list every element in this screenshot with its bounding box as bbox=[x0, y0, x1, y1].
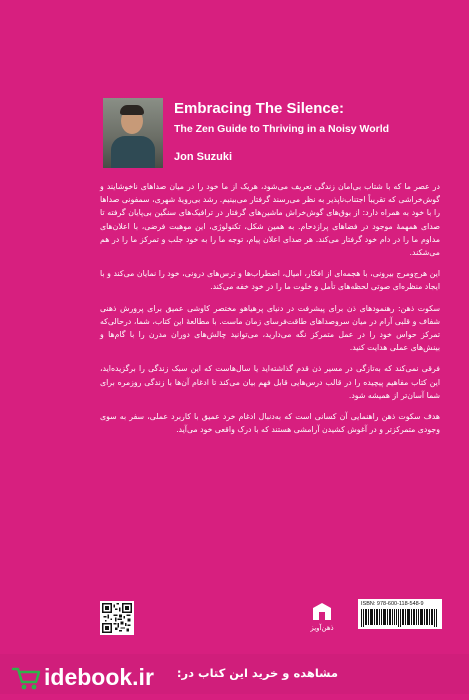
publisher-logo-icon bbox=[311, 602, 333, 622]
idebook-logo[interactable] bbox=[10, 660, 180, 692]
publisher-name: ذهن‌آویز bbox=[310, 624, 334, 632]
blurb-paragraph-1: در عصر ما که با شتاب بی‌امان زندگی تعریف می‌شود، هریک از ما خود را در میان صداهای ناخوشایند و گوش‌خراشی که تقریباً اجتناب‌ناپذیر به نظر می‌رسند گرفتار می‌بینیم. رشد بی‌رویهٔ شهری، سمفونی صداها را با خود به همراه دارد: از بوق‌های گوش‌خراش ماشین‌های گرفتار در ترافیک‌های سنگین بی‌پایان گرفته تا صدای همهمهٔ موجود در فضاهای پرازدحام. به همین شکل، تکنولوژی، این موهبت فرضی، با اعلان‌های مداوم ما را در دام خود گرفتار می‌کند. هر صدای اعلان پیام، توجه ما را به خود جلب و تمرکز ما را در هم می‌شکند. bbox=[100, 182, 440, 258]
isbn-barcode bbox=[358, 599, 442, 629]
qr-code-icon bbox=[100, 601, 134, 635]
isbn-text: ISBN: 978-600-118-548-9 bbox=[361, 601, 424, 607]
book-subtitle: The Zen Guide to Thriving in a Noisy World bbox=[174, 123, 390, 135]
book-title: Embracing The Silence: bbox=[174, 100, 345, 117]
blurb-paragraph-3: سکوت ذهن: رهنمودهای ذن برای پیشرفت در دنیای پرهیاهو مختصر کاوشی عمیق برای پرورش ذهنی شفاف و قلبی آرام در میان سروصداهای طاقت‌فرسای زمان ماست. با مطالعهٔ این کتاب، شما، درحالی‌که تمرکز حواس خود را در عمل متمرکز نگه می‌دارید، می‌توانید چالش‌های دوران مدرن را با گام‌ها و بینش‌های عملی هدایت کنید. bbox=[100, 303, 440, 353]
publisher-logo bbox=[302, 602, 342, 633]
book-author: Jon Suzuki bbox=[174, 151, 233, 163]
buy-cta: مشاهده و خرید این کتاب در: bbox=[176, 666, 338, 680]
barcode-icon bbox=[361, 609, 439, 627]
blurb-text bbox=[100, 180, 440, 444]
blurb-paragraph-5: هدف سکوت ذهن راهنمایی آن کسانی است که به‌دنبال ادغام خرد عمیق با کاربرد عملی، سفر به سوی وجودی متمرکزتر و در آغوش کشیدن آرامشی هستند که با درک واقعی خود می‌آید. bbox=[100, 412, 440, 435]
cart-icon bbox=[13, 669, 39, 689]
blurb-paragraph-2: این هرج‌ومرج بیرونی، با هجمه‌ای از افکار، امیال، اضطراب‌ها و ترس‌های درونی، خود را نمایان می‌کند و با ایجاد منظره‌ای صوتی لحظه‌های تأمل و خلوت ما را در خود خفه می‌کند. bbox=[100, 269, 440, 292]
author-photo bbox=[103, 98, 163, 168]
author-photo-hair bbox=[120, 105, 144, 115]
site-name: idebook.ir bbox=[44, 664, 154, 690]
author-photo-shirt bbox=[111, 136, 155, 168]
blurb-paragraph-4: فرقی نمی‌کند که به‌تازگی در مسیر ذن قدم گذاشته‌اید یا سال‌هاست که این سبک زندگی را برگزیده‌اید، این کتاب مفاهیم پیچیده را در قالب درس‌هایی قابل فهم بیان می‌کند تا ادغام آن‌ها با زندگی روزمره برای شما آسان‌تر از همیشه شود. bbox=[100, 364, 440, 400]
